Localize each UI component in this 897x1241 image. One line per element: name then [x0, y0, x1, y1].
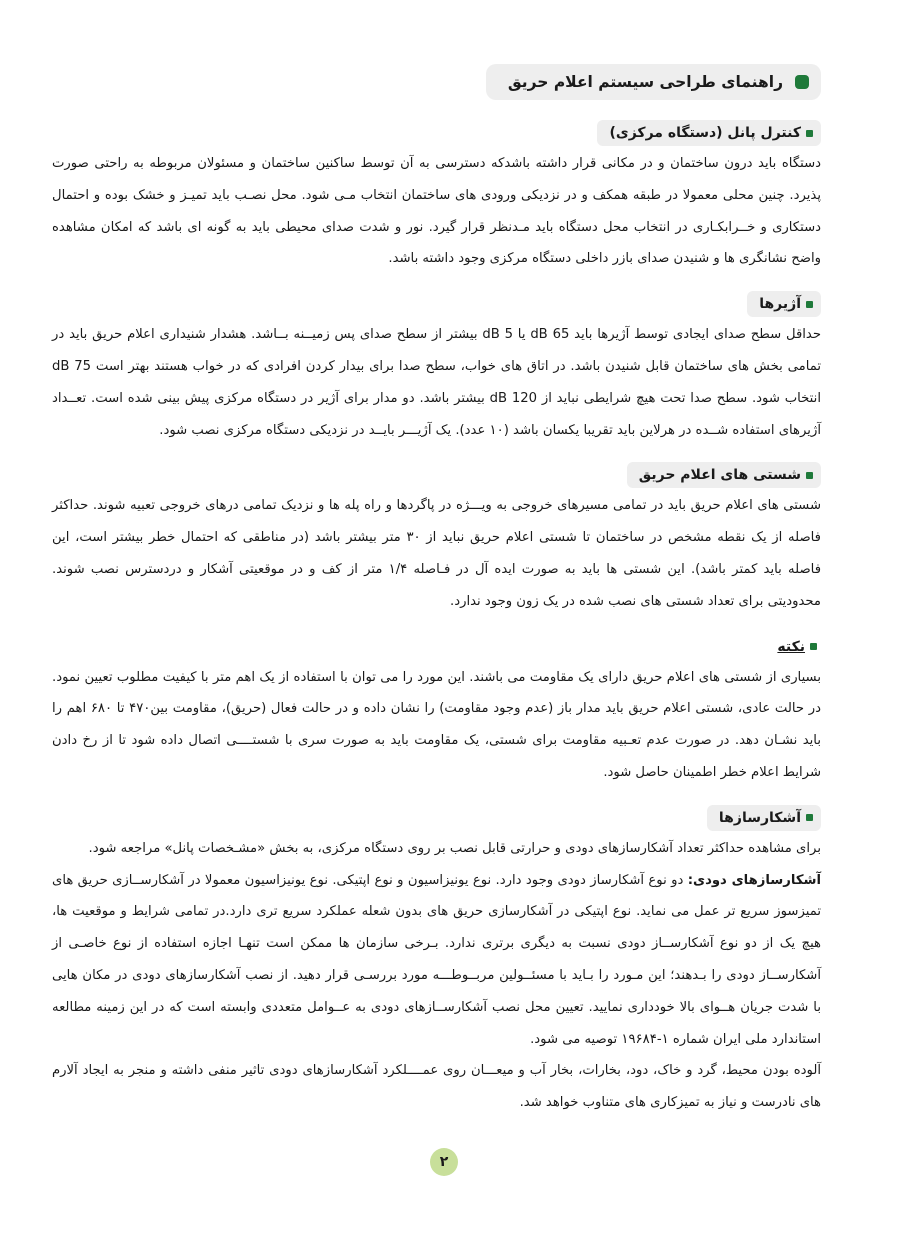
paragraph-call-points: شستی های اعلام حریق باید در تمامی مسیرهای خروجی به ویـــژه در پاگردها و راه پله ها و نزدیک تمامی درهای خروجی تعبیه شوند. حداکثر فاصله از یک نقطه مشخص در ساختمان تا شستی اعلام حریق نباید از ۳۰ متر بیشتر باشد (در مناطقی که احتمال خطر بیشتر است، این فاصله باید کمتر باشد). این شستی ها باید به صورت ایده آل در فـاصله ۱/۴ متر از کف و در موقعیتی آشکار و دردسترس نصب شوند. محدودیتی برای تعداد شستی های نصب شده در یک زون وجود ندارد. — [52, 498, 821, 609]
smoke-detectors-text: دو نوع آشکارساز دودی وجود دارد. نوع یونیزاسیون و نوع اپتیکی. نوع یونیزاسیون معمولا در آشکارســازی حریق های تمیزسوز سریع تر عمل می نماید. نوع اپتیکی در آشکارسازی حریق های بدون شعله عملکرد سریع تری دارد.در تمامی شرایط و موقعیت ها، هیچ یک از دو نوع آشکارســاز دودی نسبت به دیگری برتری ندارد. بـرخی سازمان ها ممکن است تنهـا اجازه استفاده از نوع خاصـی از آشکارســاز دودی را بـدهند؛ این مـورد را بـاید با مسئــولین مربــوطـــه مورد بررسـی قرار دهید. از نصب آشکارسازهای دودی در مکان هایی با شدت جریان هــوای بالا خودداری نمایید. تعیین محل نصب آشکارســازهای دودی به عــوامل متعددی وابسته است که در این زمینه مطالعه استاندارد ملی ایران شماره ۱-۱۹۶۸۴ توصیه می شود. — [52, 872, 821, 1047]
section-heading-call-points — [52, 462, 821, 488]
heading-text: آشکارسازها — [718, 809, 801, 826]
title-text: راهنمای طراحی سیستم اعلام حریق — [507, 73, 783, 91]
page-number-badge: ۲ — [430, 1148, 458, 1176]
title-bullet-icon — [795, 75, 809, 89]
section-heading-detectors — [52, 805, 821, 831]
heading-text: نکته — [777, 638, 805, 655]
heading-text: شستی های اعلام حریق — [638, 467, 801, 484]
document-title — [52, 64, 821, 100]
heading-text: کنترل پانل (دستگاه مرکزی) — [609, 125, 801, 141]
bullet-square-icon — [810, 643, 817, 650]
document-page — [52, 64, 821, 1119]
paragraph-note: بسیاری از شستی های اعلام حریق دارای یک مقاومت می باشند. این مورد را می توان با استفاده از یک اهم متر با کیفیت مطلوب تعیین نمود. در حالت عادی، شستی اعلام حریق باید مدار باز (عدم وجود مقاومت) را نشان داده و در حالت فعال (حریق)، مقاومت بین۴۷۰ تا ۶۸۰ اهم را باید نشـان دهد. در صورت عدم تعـبیه مقاومت برای شستی، یک مقاومت باید به صورت سری با شستــــی اتصال داده شود تا از رخ دادن شرایط اعلام خطر اطمینان حاصل شود. — [52, 669, 821, 780]
bullet-square-icon — [806, 130, 813, 137]
bullet-square-icon — [806, 814, 813, 821]
smoke-detectors-label: آشکارسازهای دودی: — [687, 872, 821, 888]
title-box — [486, 64, 821, 100]
paragraph-panel: دستگاه باید درون ساختمان و در مکانی قرار داشته باشدکه دسترسی به آن توسط ساکنین ساختمان و مسئولان مربوطه به راحتی صورت پذیرد. چنین محلی معمولا در طبقه همکف و در نزدیکی ورودی های ساختمان انتخاب مـی شود. محل نصـب باید تمیـز و خشک بوده و احتمال دستکاری و خــرابکـاری در انتخاب محل دستگاه باید مـدنظر قرار گیرد. نور و شدت صدای محیطی باید به گونه ای باشد که امکان مشاهده واضح نشانگری ها و شنیدن صدای بازر داخلی دستگاه مرکزی وجود داشته باشد. — [52, 156, 821, 267]
bullet-square-icon — [806, 472, 813, 479]
section-heading-panel — [52, 120, 821, 146]
paragraph-detectors-intro: برای مشاهده حداکثر تعداد آشکارسازهای دودی و حرارتی قابل نصب بر روی دستگاه مرکزی، به بخش «مشـخصات پانل» مراجعه شود. — [88, 840, 821, 856]
paragraph-environment: آلوده بودن محیط، گرد و خاک، دود، بخارات، بخار آب و میعـــان روی عمــــلکرد آشکارسازهای دودی تاثیر منفی داشته و منجر به ایجاد آلارم های نادرست و نیاز به تمیزکاری های متناوب خواهد شد. — [52, 1063, 821, 1111]
section-heading-note — [52, 634, 821, 660]
paragraph-smoke-detectors — [52, 865, 821, 1056]
bullet-square-icon — [806, 301, 813, 308]
heading-text: آژیرها — [759, 296, 801, 313]
section-heading-sirens — [52, 291, 821, 317]
paragraph-sirens: حداقل سطح صدای ایجادی توسط آژیرها باید 65 dB یا 5 dB بیشتر از سطح صدای پس زمیــنه بــاشد. هشدار شنیداری اعلام حریق باید در تمامی بخش های ساختمان قابل شنیدن باشد. در اتاق های خواب، سطح صدا برای بیدار کردن افرادی که در خواب هستند بهتر است 75 dB انتخاب شود. سطح صدا تحت هیچ شرایطی نباید از 120 dB بیشتر باشد. دو مدار برای آژیر در دستگاه مرکزی پیش بینی شده است. تعــداد آژیرهای استفاده شــده در هرلاین باید تقریبا یکسان باشد (۱۰ عدد). یک آژیـــر بایــد در نزدیکی دستگاه مرکزی نصب شود. — [52, 327, 822, 438]
